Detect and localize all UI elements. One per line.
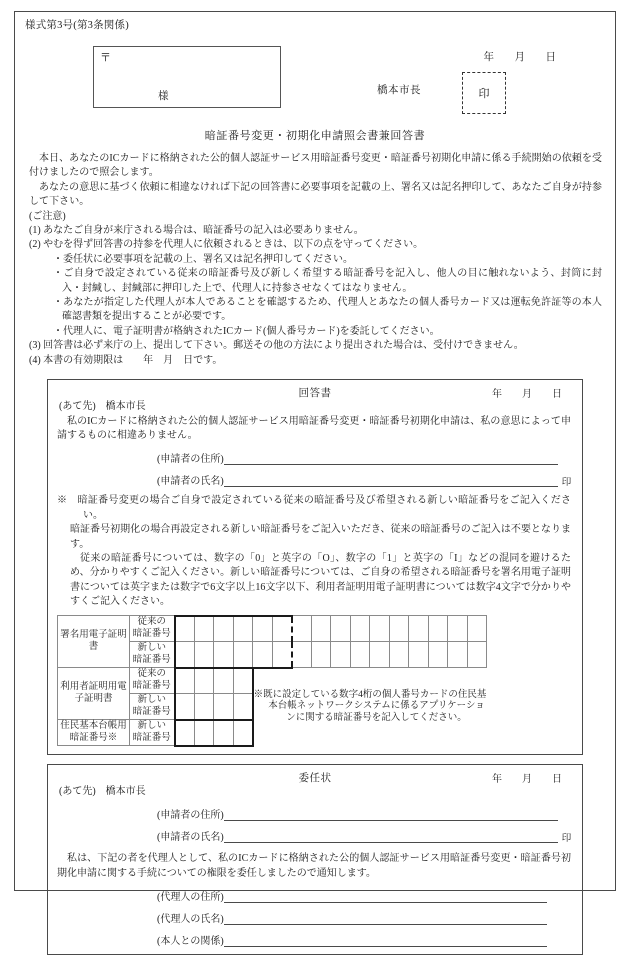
document-page: [14, 11, 616, 947]
seal-label: 印: [478, 88, 490, 100]
pin-cell[interactable]: [194, 642, 214, 668]
pin-cell[interactable]: [253, 642, 273, 668]
proxy-agent-name-field[interactable]: [57, 910, 573, 925]
pin-cell[interactable]: [467, 642, 487, 668]
pin-cell[interactable]: [233, 694, 253, 720]
notice-heading: (ご注意): [29, 210, 66, 222]
notice-sub-4: ・代理人に、電子証明書が格納されたICカード(個人番号カード)を委託してください。: [53, 325, 440, 337]
pin-cell[interactable]: [194, 720, 214, 746]
pin-cell[interactable]: [233, 720, 253, 746]
pin-cell[interactable]: [194, 668, 214, 694]
pin-cell[interactable]: [214, 616, 234, 642]
pin-cell[interactable]: [233, 668, 253, 694]
pin-sub-label-old-1-l2: 暗証番号: [132, 628, 171, 639]
pin-sub-label-old-2: [130, 668, 175, 694]
pin-group-label-juki-l1: 住民基本台帳用: [60, 721, 127, 732]
pin-instructions: [57, 494, 573, 609]
pin-instruction-1: ※ 暗証番号変更の場合ご自身で設定されている従来の暗証番号及び希望される新しい暗証番号をご記入ください。: [57, 495, 571, 521]
answer-applicant-name-label: (申請者の氏名): [157, 476, 224, 488]
pin-group-label-user-cert-l1: 利用者証明用電: [60, 682, 127, 693]
pin-cell[interactable]: [214, 668, 234, 694]
answer-applicant-address-label: (申請者の住所): [157, 454, 224, 466]
answer-date-line: 年 月 日: [492, 389, 567, 401]
pin-sub-label-new-3-l2: 暗証番号: [132, 732, 171, 743]
pin-cell[interactable]: [389, 642, 409, 668]
intro-paragraph-2: あなたの意思に基づく依頼に相違なければ下記の回答書に必要事項を記載の上、署名又は記名押印して、あなたご自身が持参して下さい。: [29, 181, 602, 208]
document-header: [25, 32, 605, 124]
pin-cell[interactable]: [370, 616, 390, 642]
pin-sub-label-new-3-l1: 新しい: [137, 721, 166, 732]
pin-cell[interactable]: [292, 616, 312, 642]
pin-cell[interactable]: [214, 720, 234, 746]
proxy-agent-name-label: (代理人の氏名): [157, 913, 224, 925]
pin-sub-label-new-2-l2: 暗証番号: [132, 706, 171, 717]
pin-sub-label-old-1-l1: 従来の: [137, 617, 166, 628]
pin-sub-label-new-1: [130, 642, 175, 668]
postal-code-icon: 〒: [100, 52, 111, 64]
proxy-agent-name-input[interactable]: [224, 914, 547, 925]
pin-sub-label-old-2-l2: 暗証番号: [132, 680, 171, 691]
pin-cell[interactable]: [253, 616, 273, 642]
proxy-applicant-name-input[interactable]: [224, 832, 558, 843]
answer-applicant-address-input[interactable]: [224, 454, 558, 465]
recipient-honorific: 様: [158, 91, 169, 102]
pin-cell[interactable]: [311, 642, 331, 668]
notice-item-1: (1) あなたご自身が来庁される場合は、暗証番号の記入は必要ありません。: [29, 225, 364, 237]
proxy-agent-address-field[interactable]: [57, 888, 573, 903]
answer-section-title: 回答書: [298, 388, 332, 400]
pin-instruction-3: 従来の暗証番号については、数字の「0」と英字の「O」、数字の「1」と英字の「I」などの混同を避けるため、分かりやすくご記入ください。新しい暗証番号については、ご自身の希望される暗証番号を署名用電子証明書については英字または数字で6文字以上16文字以下、利用者証明用電子証明書については数字4文字で分かりやすくご記入ください。: [70, 553, 571, 608]
proxy-section: [47, 764, 583, 955]
pin-cell[interactable]: [194, 616, 214, 642]
pin-sub-label-new-2: [130, 694, 175, 720]
grid-right-spacer: [487, 616, 488, 746]
pin-cell[interactable]: [175, 616, 195, 642]
pin-group-label-user-cert-l2: 子証明書: [74, 693, 113, 704]
proxy-applicant-name-label: (申請者の氏名): [157, 832, 224, 844]
notice-sub-2: ・ご自身で設定されている従来の暗証番号及び新しく希望する暗証番号を記入し、他人の目に触れないよう、封筒に封入・封緘し、封緘部に押印した上で、代理人に持参させなくてはなりません。: [53, 268, 602, 294]
pin-sub-label-new-1-l2: 暗証番号: [132, 654, 171, 665]
pin-cell[interactable]: [272, 616, 292, 642]
pin-cell[interactable]: [272, 642, 292, 668]
pin-group-label-user-cert: [58, 668, 130, 720]
pin-cell[interactable]: [331, 616, 351, 642]
proxy-applicant-address-label: (申請者の住所): [157, 810, 224, 822]
pin-cell[interactable]: [311, 616, 331, 642]
pin-cell[interactable]: [233, 642, 253, 668]
pin-cell[interactable]: [448, 642, 468, 668]
pin-cell[interactable]: [467, 616, 487, 642]
pin-cell[interactable]: [389, 616, 409, 642]
document-title: 暗証番号変更・初期化申請照会書兼回答書: [204, 130, 426, 142]
proxy-applicant-address-field[interactable]: [57, 806, 573, 821]
answer-section: [47, 379, 583, 755]
pin-grid-side-note: [253, 668, 487, 746]
pin-cell[interactable]: [292, 642, 312, 668]
proxy-relation-label: (本人との関係): [157, 935, 224, 947]
pin-cell[interactable]: [214, 694, 234, 720]
pin-cell[interactable]: [428, 642, 448, 668]
pin-group-label-juki: [58, 720, 130, 746]
pin-cell[interactable]: [214, 642, 234, 668]
pin-group-label-signature: [58, 616, 130, 668]
pin-sub-label-new-1-l1: 新しい: [137, 643, 166, 654]
proxy-date-line: 年 月 日: [492, 773, 567, 785]
recipient-address-box: [93, 46, 281, 108]
pin-cell[interactable]: [331, 642, 351, 668]
pin-cell[interactable]: [409, 616, 429, 642]
proxy-addressee: (あて先) 橋本市長: [59, 785, 146, 797]
answer-applicant-address-field[interactable]: [57, 450, 573, 465]
pin-cell[interactable]: [350, 616, 370, 642]
pin-cell[interactable]: [175, 668, 195, 694]
answer-applicant-name-input[interactable]: [224, 476, 558, 487]
proxy-relation-input[interactable]: [224, 936, 547, 947]
pin-sub-label-new-2-l1: 新しい: [137, 695, 166, 706]
table-row: [58, 616, 488, 642]
notice-item-3: (3) 回答書は必ず来庁の上、提出して下さい。郵送その他の方法により提出された場合は、受付けできません。: [29, 340, 524, 352]
intro-paragraph-1: 本日、あなたのICカードに格納された公的個人認証サービス用暗証番号変更・暗証番号初期化申請に係る手続開始の依頼を受付けましたので照会します。: [29, 153, 602, 179]
official-seal-box: [462, 72, 506, 114]
pin-group-label-signature-l2: 書: [88, 641, 99, 652]
pin-group-label-juki-l2: 暗証番号※: [69, 732, 118, 743]
pin-sub-label-old-1: [130, 616, 175, 642]
form-number: 様式第3号(第3条関係): [25, 20, 129, 31]
answer-addressee: (あて先) 橋本市長: [59, 401, 146, 413]
proxy-agent-address-input[interactable]: [224, 892, 547, 903]
pin-cell[interactable]: [428, 616, 448, 642]
pin-cell[interactable]: [350, 642, 370, 668]
pin-cell[interactable]: [175, 694, 195, 720]
pin-entry-grid: [57, 615, 487, 747]
pin-cell[interactable]: [409, 642, 429, 668]
notice-item-4: (4) 本書の有効期限は 年 月 日です。: [29, 354, 223, 366]
pin-cell[interactable]: [175, 720, 195, 746]
pin-group-label-signature-l1: 署名用電子証明: [60, 630, 127, 641]
answer-applicant-name-field[interactable]: [57, 472, 573, 487]
pin-sub-label-old-2-l1: 従来の: [137, 669, 166, 680]
answer-statement: 私のICカードに格納された公的個人認証サービス用暗証番号変更・暗証番号初期化申請は、私の意思によって申請するものに相違ありません。: [57, 415, 571, 441]
applicant-seal-icon: 印: [561, 478, 572, 489]
proxy-applicant-seal-icon: 印: [561, 834, 572, 845]
notice-sub-1: ・委任状に必要事項を記載の上、署名又は記名押印してください。: [53, 253, 353, 265]
pin-cell[interactable]: [370, 642, 390, 668]
proxy-applicant-address-input[interactable]: [224, 810, 558, 821]
proxy-section-title: 委任状: [298, 772, 332, 784]
proxy-statement: 私は、下記の者を代理人として、私のICカードに格納された公的個人認証サービス用暗証番号変更・暗証番号初期化申請に関する手続についての権限を委任しましたので通知します。: [57, 853, 571, 879]
header-date-line: 年 月 日: [483, 52, 561, 63]
pin-cell[interactable]: [448, 616, 468, 642]
pin-grid-side-note-text: ※既に設定している数字4桁の個人番号カードの住民基本台帳ネットワークシステムに係るアプリケーションに関する暗証番号を記入してください。: [253, 689, 487, 723]
notice-item-2: (2) やむを得ず回答書の持参を代理人に依頼されるときは、以下の点を守ってください。: [29, 239, 424, 251]
proxy-agent-address-label: (代理人の住所): [157, 891, 224, 903]
proxy-applicant-name-field[interactable]: [57, 828, 573, 843]
issuer-mayor: 橋本市長: [377, 85, 421, 96]
table-row: [58, 668, 488, 694]
pin-cell[interactable]: [194, 694, 214, 720]
proxy-relation-field[interactable]: [57, 932, 573, 947]
pin-cell[interactable]: [175, 642, 195, 668]
notice-sub-3: ・あなたが指定した代理人が本人であることを確認するため、代理人とあなたの個人番号カード又は運転免許証等の本人確認書類を提出することが必要です。: [53, 297, 602, 323]
pin-cell[interactable]: [233, 616, 253, 642]
pin-sub-label-new-3: [130, 720, 175, 746]
pin-instruction-2: 暗証番号初期化の場合再設定される新しい暗証番号をご記入いただき、従来の暗証番号のご記入は不要となります。: [70, 524, 571, 550]
